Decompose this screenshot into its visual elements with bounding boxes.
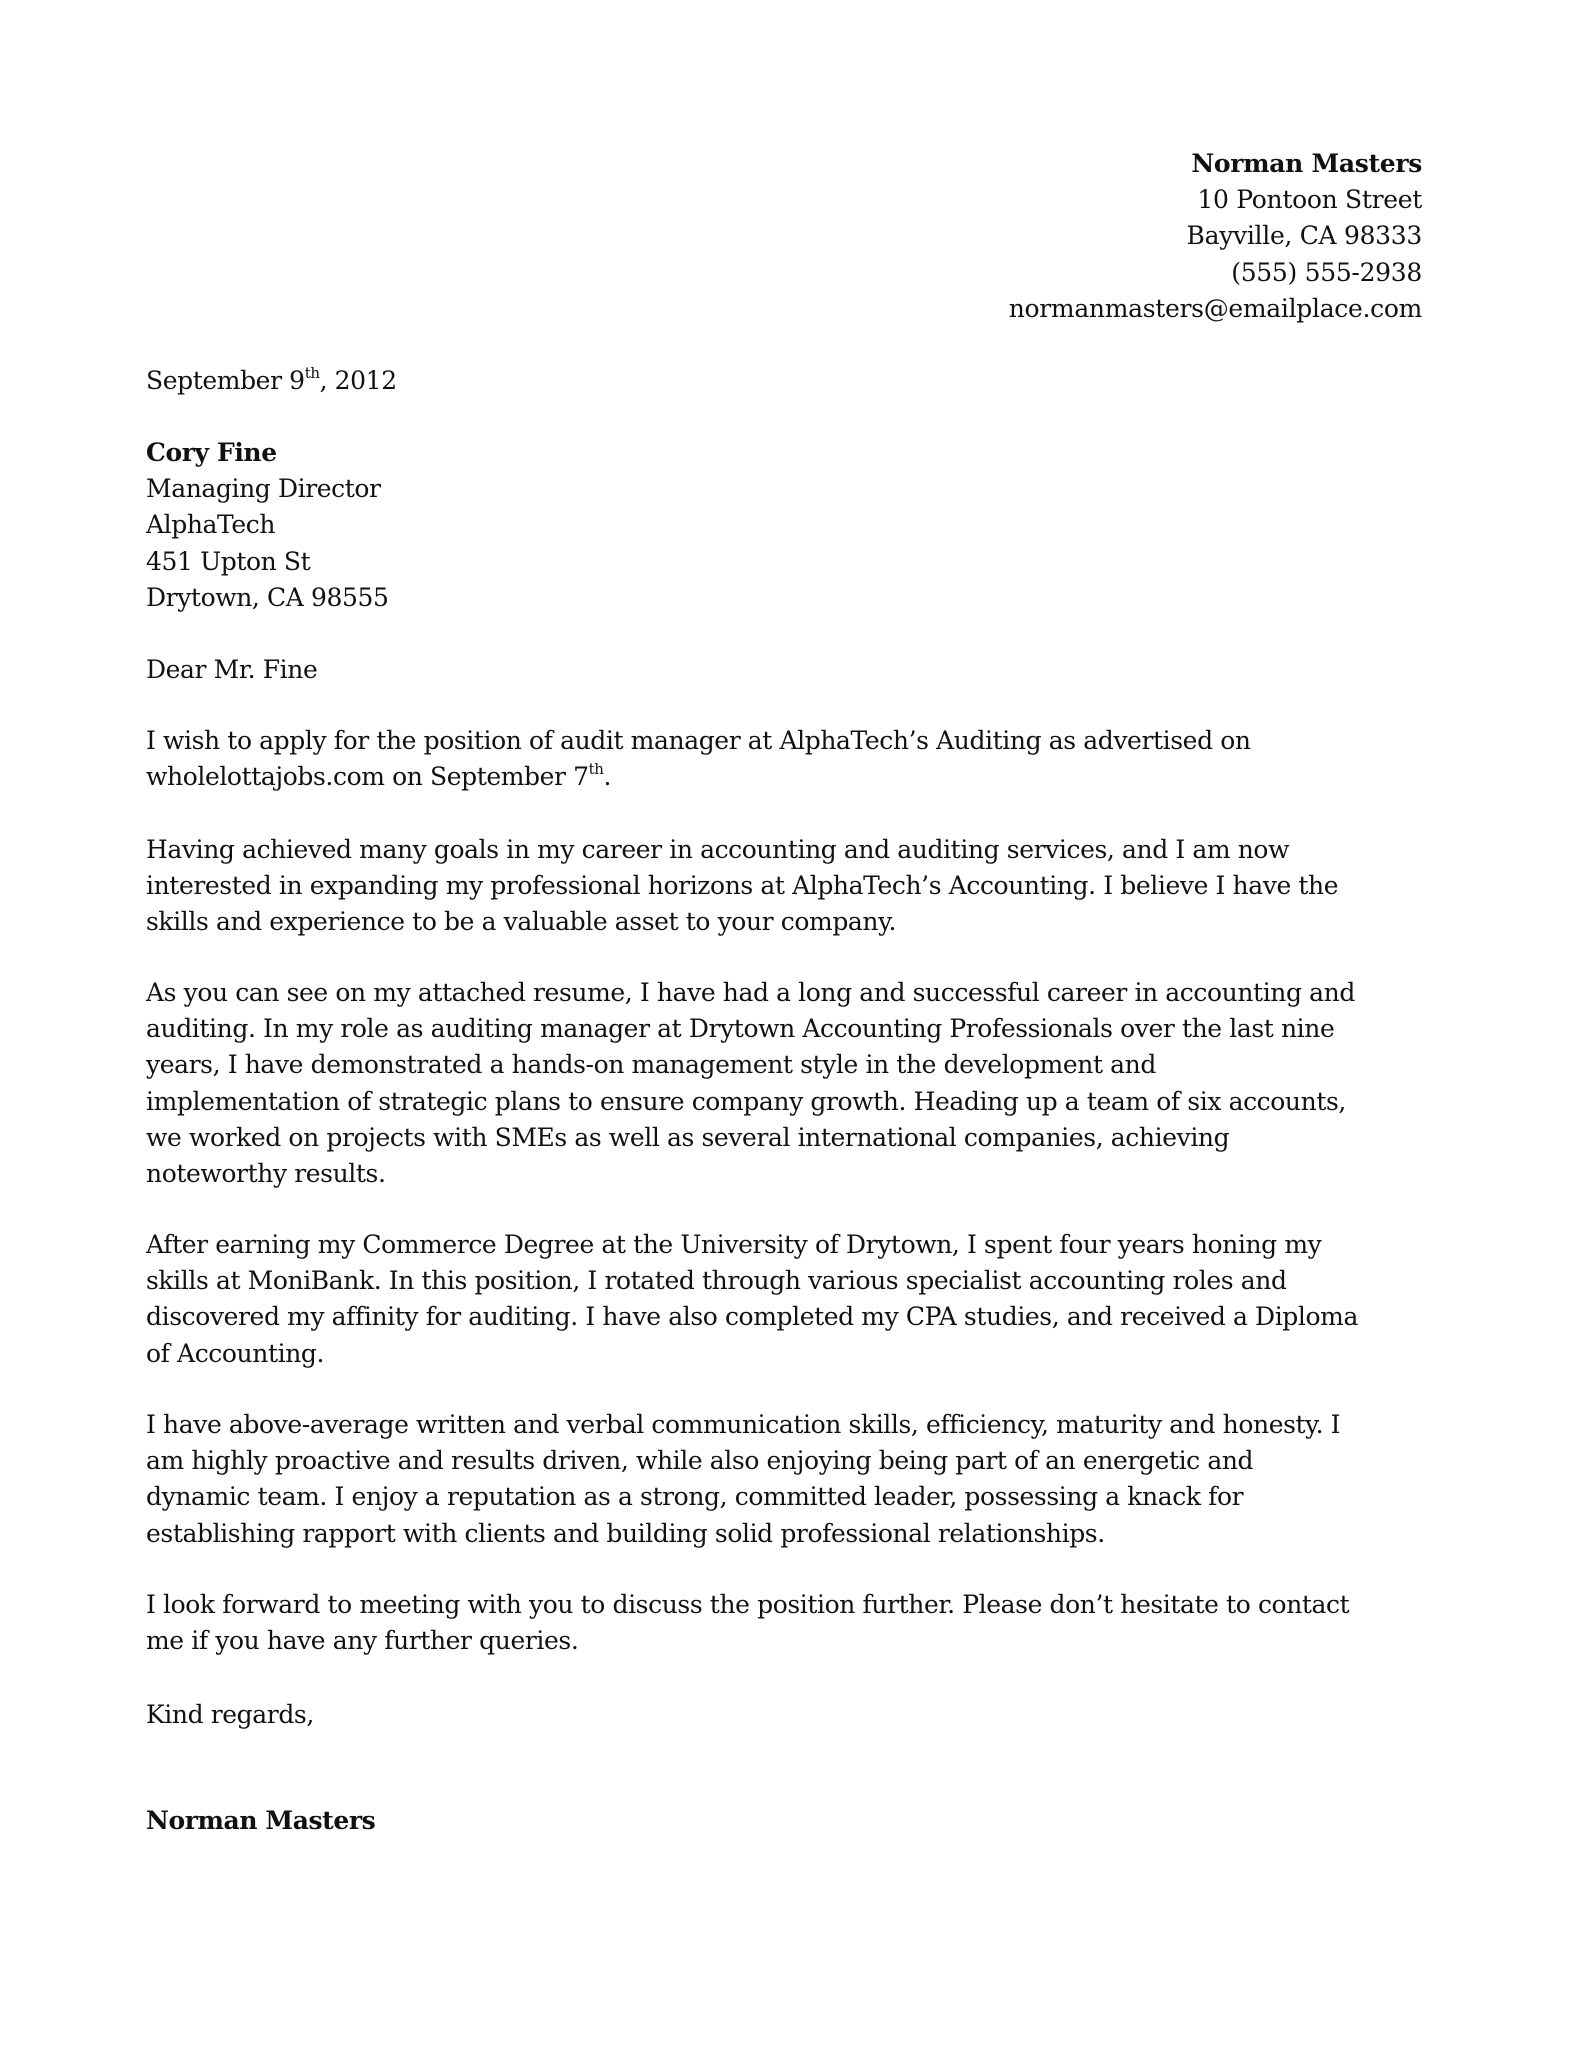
paragraph-2 [146,832,1436,941]
paragraph-line: we worked on projects with SMEs as well as several international companies, achieving [146,1122,1230,1152]
sender-city: Bayville, CA 98333 [1186,221,1422,251]
paragraph-line: As you can see on my attached resume, I have had a long and successful career in accounting and [146,978,1355,1007]
sender-email: normanmasters@emailplace.com [1008,293,1422,323]
paragraph-line: auditing. In my role as auditing manager at Drytown Accounting Professionals over the last nine [146,1014,1335,1044]
paragraph-line: implementation of strategic plans to ensure company growth. Heading up a team of six accounts, [146,1086,1346,1116]
sender-name: Norman Masters [1191,149,1422,178]
paragraph-line: me if you have any further queries. [146,1626,579,1656]
paragraph-line [146,759,1436,795]
paragraph-6 [146,1587,1436,1659]
paragraph-line: Having achieved many goals in my career in accounting and auditing services, and I am now [146,835,1290,864]
paragraph-line: skills at MoniBank. In this position, I rotated through various specialist accounting roles and [146,1266,1287,1296]
paragraph-line: dynamic team. I enjoy a reputation as a strong, committed leader, possessing a knack for [146,1482,1244,1512]
recipient-street: 451 Upton St [146,546,311,576]
date-suffix: th [304,363,320,382]
recipient-address-block [146,435,1436,616]
date-month-day: September 9 [146,366,305,395]
paragraph-line: am highly proactive and results driven, while also enjoying being part of an energetic and [146,1446,1254,1476]
salutation: Dear Mr. Fine [146,655,318,684]
paragraph-5 [146,1407,1436,1552]
recipient-company: AlphaTech [146,510,276,540]
paragraph-4 [146,1227,1436,1372]
paragraph-line: After earning my Commerce Degree at the University of Drytown, I spent four years honing my [146,1230,1322,1259]
paragraph-line: years, I have demonstrated a hands-on management style in the development and [146,1050,1156,1080]
date-year: , 2012 [319,366,397,395]
paragraph-line: I look forward to meeting with you to discuss the position further. Please don’t hesitate to contact [146,1590,1350,1619]
paragraph-3 [146,975,1436,1192]
paragraph-line: I have above-average written and verbal communication skills, efficiency, maturity and honesty. I [146,1410,1341,1439]
paragraph-1 [146,723,1436,795]
paragraph-line: discovered my affinity for auditing. I have also completed my CPA studies, and received a Diploma [146,1302,1358,1332]
paragraph-text: wholelottajobs.com on September 7 [146,762,589,792]
signature-name: Norman Masters [146,1806,376,1835]
sender-phone: (555) 555-2938 [1231,257,1422,287]
letter-date [146,363,1436,399]
closing: Kind regards, [146,1700,314,1729]
paragraph-line: establishing rapport with clients and building solid professional relationships. [146,1518,1105,1548]
ordinal-suffix: th [588,759,604,778]
sender-street: 10 Pontoon Street [1197,185,1422,215]
recipient-name: Cory Fine [146,438,277,467]
recipient-city: Drytown, CA 98555 [146,582,389,612]
sender-address-block [1009,146,1422,327]
paragraph-line: skills and experience to be a valuable asset to your company. [146,907,897,937]
recipient-title: Managing Director [146,474,381,504]
paragraph-line: of Accounting. [146,1338,325,1368]
paragraph-line: I wish to apply for the position of audit manager at AlphaTech’s Auditing as advertised on [146,726,1251,755]
paragraph-line: interested in expanding my professional horizons at AlphaTech’s Accounting. I believe I have the [146,871,1339,901]
paragraph-end: . [603,762,612,792]
paragraph-line: noteworthy results. [146,1159,386,1189]
